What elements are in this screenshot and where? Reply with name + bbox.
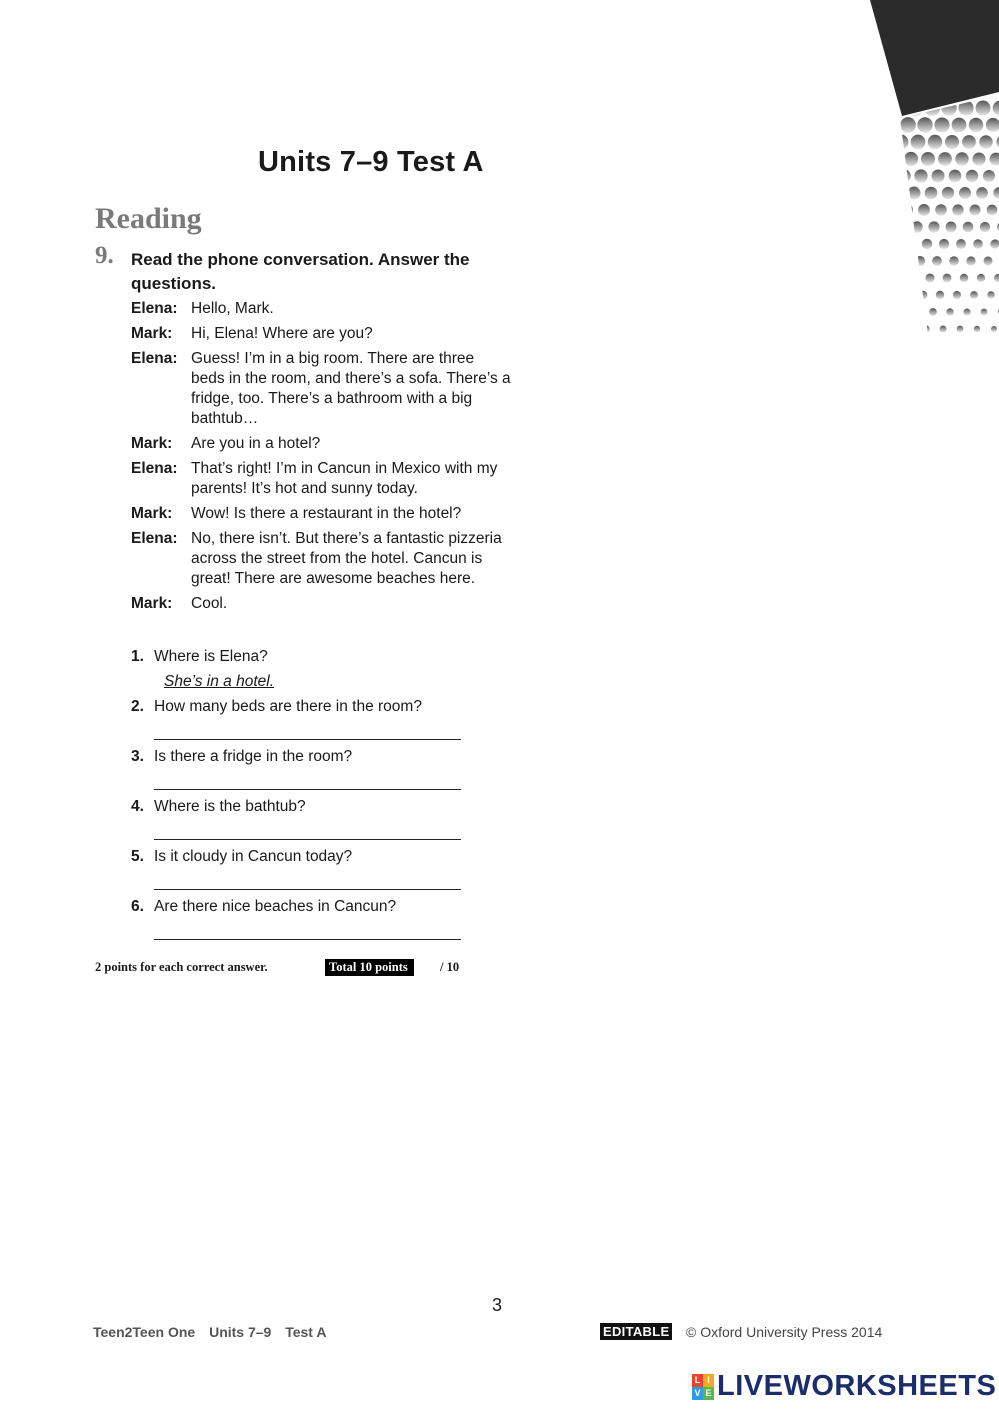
halftone-dot	[973, 239, 983, 249]
section-heading: Reading	[95, 202, 202, 235]
logo-cell: E	[703, 1387, 714, 1400]
question-number: 2.	[131, 698, 144, 715]
dialogue-line: Hi, Elena! Where are you?	[191, 325, 373, 342]
logo-cell: V	[692, 1387, 703, 1400]
dialogue-turn	[131, 324, 511, 344]
dialogue-turn	[131, 434, 511, 454]
halftone-dot	[908, 273, 917, 282]
halftone-dot	[980, 222, 990, 232]
question-text: Are there nice beaches in Cancun?	[154, 898, 397, 915]
page-title: Units 7–9 Test A	[258, 146, 484, 178]
halftone-dot	[904, 152, 918, 166]
question-text: Where is Elena?	[154, 648, 268, 665]
dialogue-line: No, there isn’t. But there’s a fantastic pizzeria across the street from the hotel. Cancun is great! There are awesome beaches here.	[191, 530, 502, 587]
halftone-dot	[987, 205, 998, 216]
halftone-dot	[990, 153, 999, 166]
question-number: 5.	[131, 848, 144, 865]
halftone-dot	[994, 274, 999, 282]
question-number: 3.	[131, 748, 144, 765]
dialogue-line: Wow! Is there a restaurant in the hotel?	[191, 505, 462, 522]
corner-decoration	[860, 0, 999, 350]
halftone-dot	[984, 257, 993, 266]
halftone-dot	[970, 291, 978, 299]
question-text: Where is the bathtub?	[154, 798, 306, 815]
halftone-dot	[934, 117, 949, 132]
answer-field[interactable]	[154, 921, 461, 940]
halftone-dot	[897, 169, 911, 183]
question-number: 1.	[131, 648, 144, 665]
halftone-dot	[972, 152, 985, 165]
halftone-dot	[945, 135, 959, 149]
speaker: Elena:	[131, 530, 178, 547]
speaker: Mark:	[131, 505, 173, 522]
speaker: Mark:	[131, 435, 173, 452]
question-text: How many beds are there in the room?	[154, 698, 422, 715]
speaker: Mark:	[131, 325, 173, 342]
logo-cell: L	[692, 1374, 703, 1387]
halftone-dot	[911, 135, 926, 150]
halftone-dot	[915, 256, 925, 266]
halftone-dot	[952, 118, 967, 133]
halftone-dot	[966, 170, 978, 182]
liveworksheets-logo-icon	[692, 1374, 714, 1400]
answer-field[interactable]	[154, 771, 461, 790]
halftone-dot	[990, 239, 999, 248]
dialogue-line: Guess! I’m in a big room. There are three beds in the room, and there’s a sofa. There’s a fridge, too. There’s a bathroom with a big bathtub…	[191, 350, 511, 427]
exercise-instruction: Read the phone conversation. Answer the questions.	[131, 250, 470, 293]
halftone-dot	[935, 204, 947, 216]
dialogue-line: That’s right! I’m in Cancun in Mexico with my parents! It’s hot and sunny today.	[191, 460, 498, 497]
halftone-dot	[946, 222, 957, 233]
halftone-dot	[940, 326, 947, 333]
copyright: © Oxford University Press 2014	[686, 1324, 883, 1340]
dialogue	[131, 299, 511, 619]
dialogue-turn	[131, 349, 511, 429]
question-text: Is it cloudy in Cancun today?	[154, 848, 353, 865]
halftone-dot	[938, 152, 952, 166]
footer-test: Test A	[285, 1324, 327, 1340]
exercise-number: 9.	[95, 242, 114, 269]
halftone-dot	[977, 274, 985, 282]
speaker: Elena:	[131, 460, 178, 477]
halftone-dot	[894, 135, 909, 150]
footer-book-info	[93, 1324, 336, 1340]
halftone-dot	[957, 326, 964, 333]
logo-cell: I	[703, 1374, 714, 1387]
dialogue-line: Cool.	[191, 595, 228, 612]
dialogue-turn	[131, 594, 511, 614]
halftone-dot	[976, 187, 988, 199]
halftone-dot	[976, 101, 991, 116]
halftone-dot	[943, 274, 952, 283]
halftone-dot	[918, 204, 930, 216]
halftone-dot	[955, 152, 968, 165]
halftone-dot	[956, 239, 966, 249]
halftone-dot	[932, 170, 945, 183]
halftone-dot	[953, 291, 961, 299]
footer-units: Units 7–9	[209, 1324, 272, 1340]
halftone-dot	[928, 221, 939, 232]
question-number: 4.	[131, 798, 144, 815]
halftone-dot	[983, 170, 995, 182]
halftone-dot	[979, 135, 993, 149]
speaker: Mark:	[131, 595, 173, 612]
liveworksheets-brand[interactable]	[692, 1370, 996, 1403]
dialogue-turn	[131, 299, 511, 319]
editable-badge: EDITABLE	[600, 1323, 672, 1340]
dialogue-turn	[131, 504, 511, 524]
question-item	[131, 847, 471, 897]
halftone-dot	[946, 308, 953, 315]
halftone-dot	[925, 187, 938, 200]
halftone-dot	[942, 187, 954, 199]
halftone-dot	[958, 100, 973, 115]
question-text: Is there a fridge in the room?	[154, 748, 353, 765]
halftone-dot	[981, 309, 988, 316]
answer-field[interactable]	[154, 821, 461, 840]
halftone-dot	[986, 118, 999, 132]
brand-name: LIVEWORKSHEETS	[717, 1370, 997, 1402]
halftone-dot	[921, 152, 935, 166]
points-note: 2 points for each correct answer.	[95, 960, 268, 974]
halftone-dot	[993, 187, 999, 198]
question-number: 6.	[131, 898, 144, 915]
example-answer: She’s in a hotel.	[164, 673, 275, 690]
halftone-dot	[960, 274, 969, 283]
halftone-dot	[959, 187, 971, 199]
halftone-dot	[911, 221, 923, 233]
question-item	[131, 747, 471, 797]
halftone-dot	[922, 325, 929, 332]
speaker: Elena:	[131, 300, 178, 317]
halftone-dot	[932, 256, 942, 266]
halftone-dot	[936, 291, 944, 299]
halftone-dot	[963, 308, 970, 315]
dialogue-line: Are you in a hotel?	[191, 435, 321, 452]
dialogue-turn	[131, 529, 511, 589]
question-list	[131, 647, 471, 947]
score-field: / 10	[440, 960, 460, 974]
halftone-dot	[987, 291, 995, 299]
halftone-dot	[919, 291, 928, 300]
halftone-dot	[908, 187, 921, 200]
total-points-badge: Total 10 points	[325, 959, 414, 976]
halftone-dot	[928, 135, 942, 149]
halftone-dot	[914, 169, 927, 182]
dialogue-line: Hello, Mark.	[191, 300, 274, 317]
question-item	[131, 647, 471, 697]
question-item	[131, 897, 471, 947]
halftone-dot	[966, 256, 975, 265]
halftone-dot	[900, 117, 916, 133]
dialogue-turn	[131, 459, 511, 499]
halftone-dot	[939, 239, 949, 249]
answer-field[interactable]	[154, 721, 461, 740]
question-item	[131, 797, 471, 847]
halftone-dot	[970, 205, 981, 216]
halftone-dot	[905, 239, 916, 250]
halftone-dot	[993, 101, 999, 116]
halftone-dot	[952, 204, 963, 215]
halftone-dot	[949, 256, 959, 266]
page-number: 3	[492, 1295, 503, 1315]
question-item	[131, 697, 471, 747]
dark-band	[870, 0, 999, 116]
halftone-dot	[917, 117, 932, 132]
answer-field[interactable]	[154, 871, 461, 890]
halftone-dot	[949, 170, 962, 183]
speaker: Elena:	[131, 350, 178, 367]
halftone-dot	[974, 326, 980, 332]
halftone-dot	[929, 308, 937, 316]
halftone-dot	[925, 273, 934, 282]
halftone-dot	[963, 222, 974, 233]
halftone-dot	[969, 118, 984, 133]
halftone-dot	[912, 308, 920, 316]
halftone-dot	[962, 135, 976, 149]
halftone-dot	[922, 239, 933, 250]
halftone-dot	[901, 204, 913, 216]
footer-book: Teen2Teen One	[93, 1324, 196, 1340]
halftone-dot	[991, 326, 997, 332]
